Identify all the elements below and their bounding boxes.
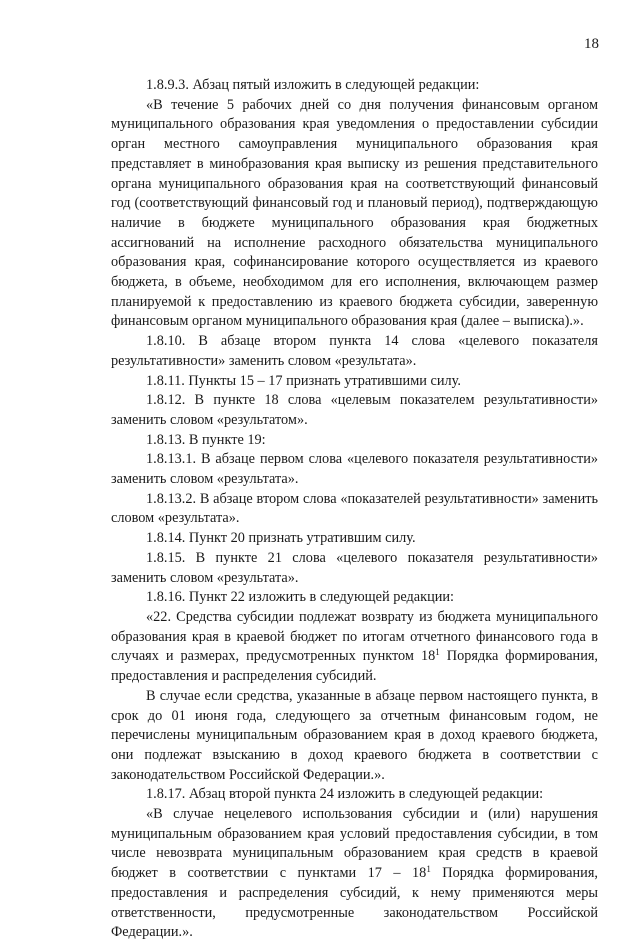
superscript-1: 1 <box>435 647 440 658</box>
paragraph-1-8-11: 1.8.11. Пункты 15 – 17 признать утратившими силу. <box>146 372 461 389</box>
paragraph-1-8-12: 1.8.12. В пункте 18 слова «целевым показателем результативности» заменить словом «результатом». <box>111 392 598 428</box>
paragraph-22-text: «22. Средства субсидии подлежат возврату из бюджета муниципального образования края в краевой бюджет по итогам отчетного финансового года в случаях и размерах, предусмотренных пунктом 18 <box>111 608 598 665</box>
paragraph-quote-22 <box>111 608 598 687</box>
paragraph-1-8-10: 1.8.10. В абзаце втором пункта 14 слова «целевого показателя результативности» заменить словом «результата». <box>111 333 598 369</box>
paragraph-1-8-9-3: 1.8.9.3. Абзац пятый изложить в следующей редакции: <box>146 77 480 93</box>
paragraph-22-text-end: Порядка формирования, предоставления и распределения субсидий. <box>111 648 598 685</box>
paragraph-24-text: «В случае нецелевого использования субсидии и (или) нарушения муниципальным образованием края условий предоставления субсидии, в том числе невозврата муниципальным образованием края средств в краевой бюджет в соответствии с пунктами 17 – 18 <box>111 806 598 882</box>
paragraph-quote-vypiska: «В течение 5 рабочих дней со дня получения финансовым органом муниципального образования края уведомления о предоставлении субсидии орган местного самоуправления муниципального образования края представляет в минобразования края выписку из решения представительного органа муниципального образования края на соответствующий финансовый год (соответствующий финансовый год и плановый период), подтверждающую наличие в бюджете муниципального образования края бюджетных ассигнований на исполнение расходного обязательства муниципального образования края, софинансирование которого осуществляется из краевого бюджета, в объеме, необходимом для его исполнения, включающем размер планируемой к предоставлению из краевого бюджета субсидии, заверенную финансовым органом муниципального образования края (далее – выписка).». <box>111 96 598 330</box>
paragraph-1-8-17: 1.8.17. Абзац второй пункта 24 изложить в следующей редакции: <box>146 786 544 803</box>
paragraph-1-8-13: 1.8.13. В пункте 19: <box>146 431 266 448</box>
paragraph-1-8-14: 1.8.14. Пункт 20 признать утратившим силу. <box>146 530 416 547</box>
paragraph-return-case: В случае если средства, указанные в абзаце первом настоящего пункта, в срок до 01 июня года, следующего за отчетным финансовым годом, не перечислены муниципальным образованием края в доход краевого бюджета, они подлежат взысканию в доход краевого бюджета в соответствии с законодательством Российской Федерации.». <box>111 687 598 783</box>
paragraph-1-8-15: 1.8.15. В пункте 21 слова «целевого показателя результативности» заменить словом «результата». <box>111 549 598 586</box>
paragraph-24-text-end: Порядка формирования, предоставления и распределения субсидий, к нему применяются меры ответственности, предусмотренные законодательством Российской Федерации.». <box>111 865 598 941</box>
paragraph-1-8-13-2: 1.8.13.2. В абзаце втором слова «показателей результативности» заменить словом «результата». <box>111 490 598 527</box>
page-number: 18 <box>584 36 599 52</box>
paragraph-1-8-13-1: 1.8.13.1. В абзаце первом слова «целевого показателя результативности» заменить словом «результата». <box>111 451 598 488</box>
superscript-1: 1 <box>426 864 431 875</box>
document-body <box>111 76 598 943</box>
paragraph-1-8-16: 1.8.16. Пункт 22 изложить в следующей редакции: <box>146 589 455 606</box>
paragraph-quote-24 <box>111 805 598 943</box>
